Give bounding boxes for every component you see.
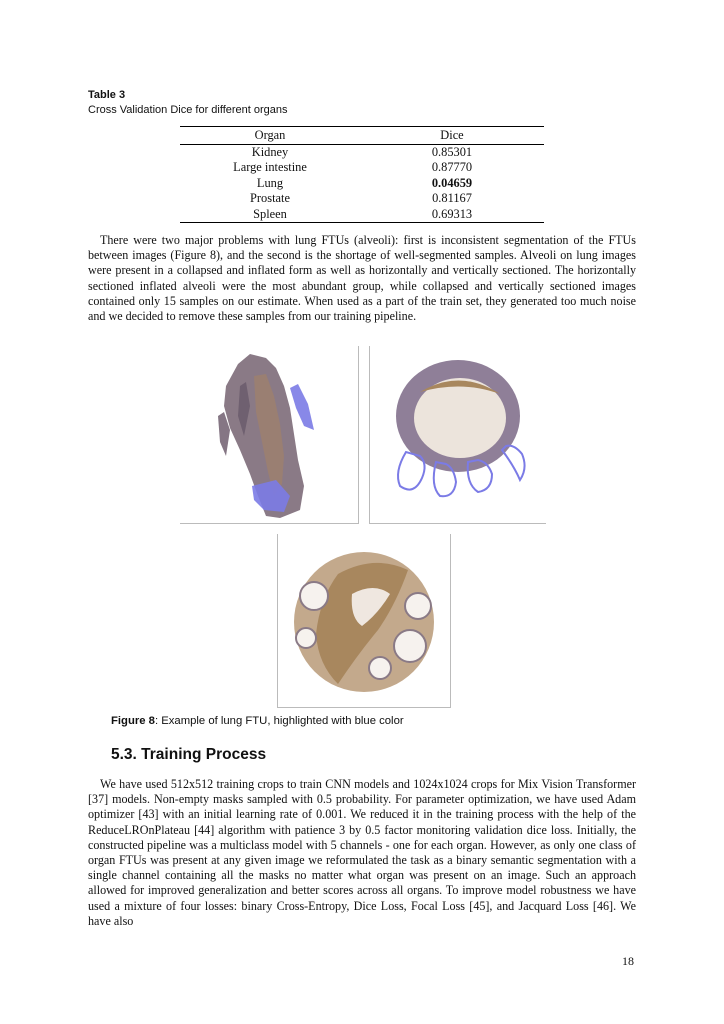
table-row bbox=[180, 191, 544, 206]
figure-panel-c bbox=[277, 534, 451, 708]
organ-cell: Prostate bbox=[250, 191, 290, 206]
dice-table bbox=[180, 126, 544, 223]
alveolus bbox=[296, 628, 316, 648]
table-row bbox=[180, 145, 544, 161]
figure-label: Figure 8 bbox=[111, 715, 155, 727]
body-paragraph-lung-ftus: There were two major problems with lung FTUs (alveoli): first is inconsistent segmentation of the FTUs between images (Figure 8), and the second is the shortage of well-segmented samples. Alveoli on lung images were present in a collapsed and inflated form as well as horizontally and vertically sectioned. The horizontally sectioned inflated alveoli were the most abundant group, while collapsed and vertically sectioned images contained only 15 samples on our estimate. When used as a part of the train set, they generated too much noise and we decided to remove these samples from our training pipeline. bbox=[88, 233, 636, 324]
table-label: Table 3 bbox=[88, 89, 126, 101]
alveolus bbox=[405, 593, 431, 619]
figure-panel-b bbox=[369, 346, 546, 524]
dice-cell: 0.85301 bbox=[431, 145, 473, 159]
figure-caption-text: : Example of lung FTU, highlighted with blue color bbox=[154, 715, 404, 727]
table-row bbox=[180, 160, 544, 175]
organ-cell: Lung bbox=[256, 175, 284, 190]
table-caption: Cross Validation Dice for different organs bbox=[88, 104, 288, 116]
page-number: 18 bbox=[622, 954, 634, 968]
figure-panel-a bbox=[180, 346, 359, 524]
body-paragraph-training: We have used 512x512 training crops to train CNN models and 1024x1024 crops for Mix Vision Transformer [37] models. Non-empty masks sampled with 0.5 probability. For parameter optimization, we have used Adam optimizer [43] with an initial learning rate of 0.001. We reduced it in the training process with the help of the ReduceLROnPlateau [44] algorithm with patience 3 by 0.5 factor monitoring validation dice loss. Initially, the constructed pipeline was a multiclass model with 5 channels - one for each organ. However, as only one class of organ FTUs was present at any given image we reformulated the task as a binary semantic segmentation with a single channel containing all the masks no matter what organ was present on an image. Such an approach allowed for improved generalization and better scores across all organs. To improve model robustness we have used a mixture of four losses: binary Cross-Entropy, Dice Loss, Focal Loss [45], and Jacquard Loss [46]. We have also bbox=[88, 777, 636, 928]
organ-cell: Spleen bbox=[253, 206, 287, 221]
dice-cell: 0.81167 bbox=[432, 191, 472, 206]
dice-cell: 0.69313 bbox=[431, 206, 473, 221]
section-heading: 5.3. Training Process bbox=[111, 746, 267, 763]
organ-cell: Kidney bbox=[251, 145, 289, 159]
alveolus bbox=[369, 657, 391, 679]
lung-tissue-image-c bbox=[278, 534, 450, 707]
dice-cell: 0.87770 bbox=[431, 160, 473, 175]
table-row bbox=[180, 176, 544, 191]
highlight-region bbox=[290, 384, 314, 430]
table-header-row bbox=[180, 127, 544, 145]
header-dice: Dice bbox=[360, 127, 544, 145]
dice-cell-highlighted: 0.04659 bbox=[431, 175, 473, 190]
figure-caption bbox=[111, 715, 404, 727]
table-row bbox=[180, 207, 544, 223]
highlight-outline bbox=[398, 452, 425, 490]
organ-cell: Large intestine bbox=[233, 160, 307, 175]
alveolus bbox=[394, 630, 426, 662]
header-organ: Organ bbox=[180, 127, 360, 145]
alveolus bbox=[300, 582, 328, 610]
lung-tissue-image-b bbox=[370, 346, 546, 523]
lung-tissue-image-a bbox=[180, 346, 358, 523]
